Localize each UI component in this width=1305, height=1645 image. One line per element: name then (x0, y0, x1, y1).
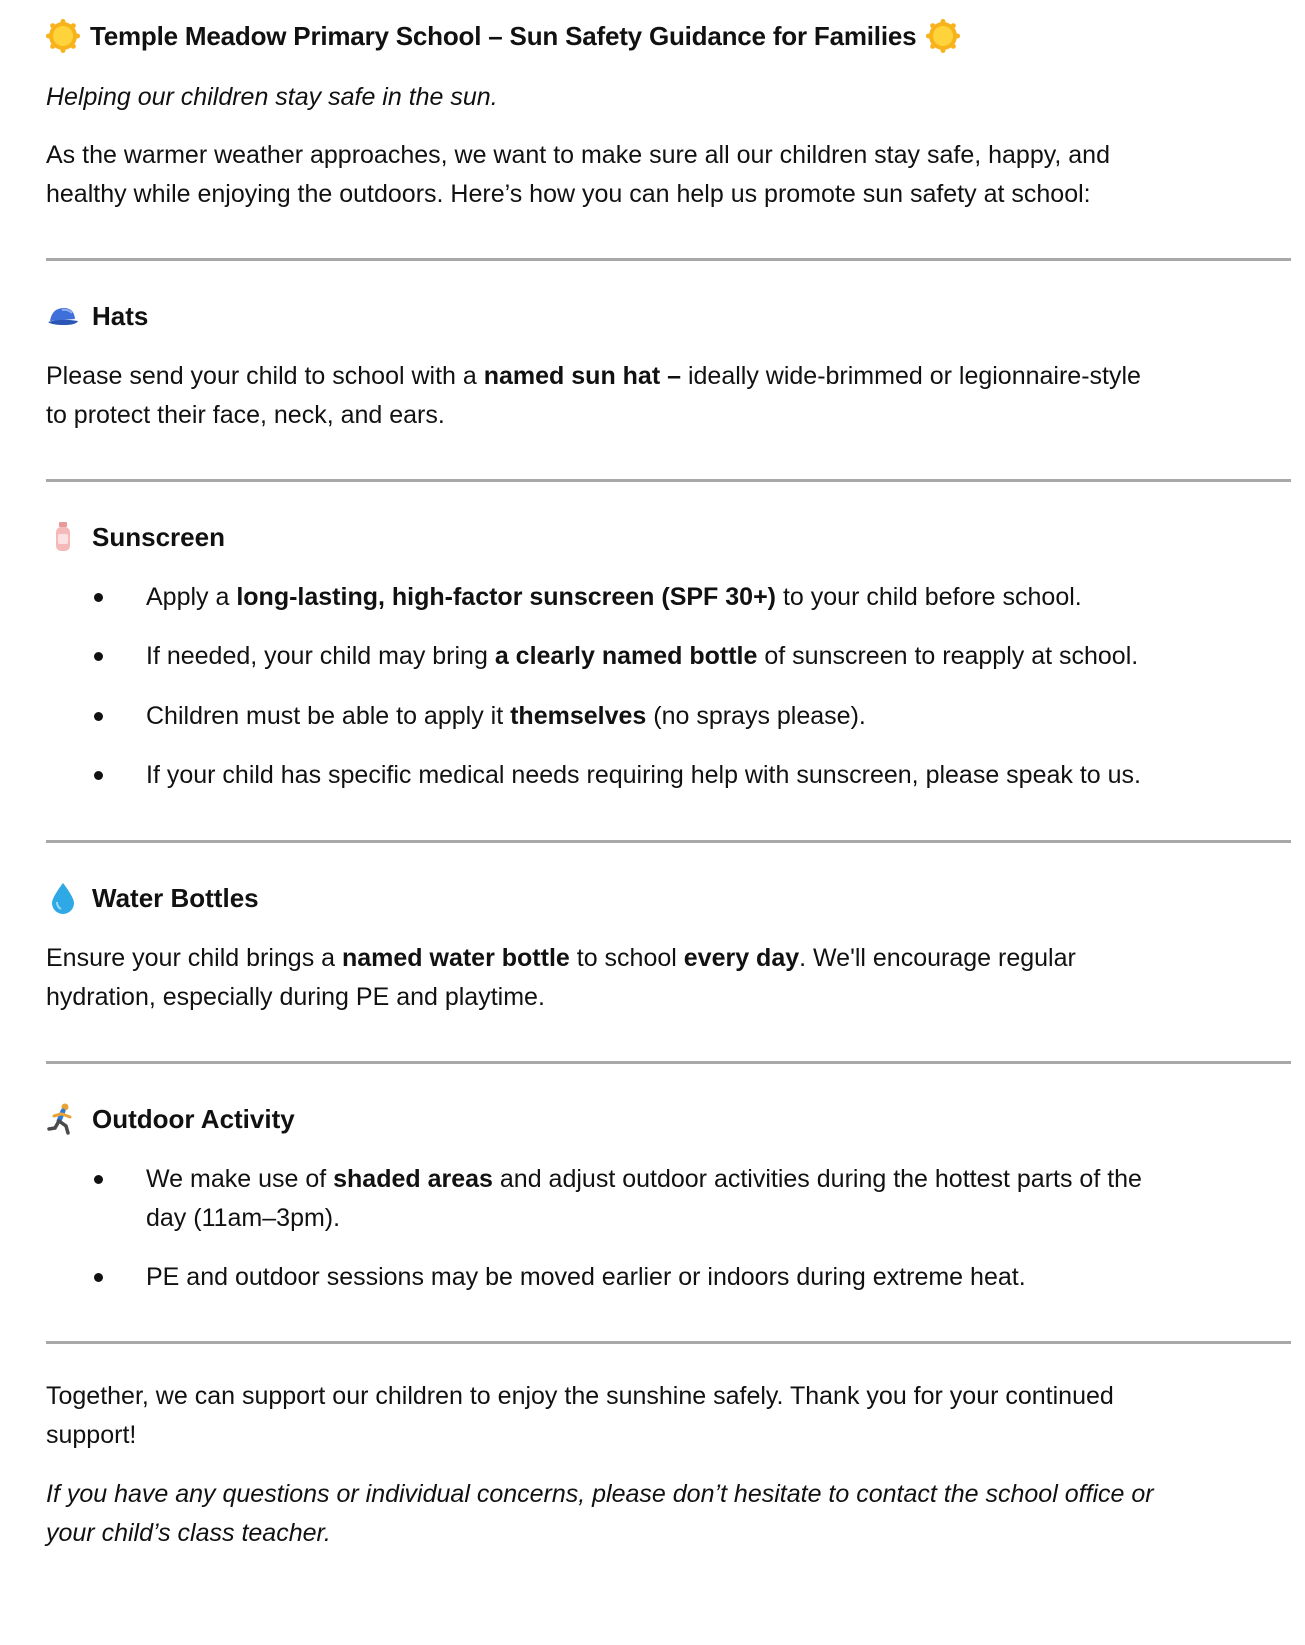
page-title: Temple Meadow Primary School – Sun Safety Guidance for Families (90, 20, 917, 51)
contact-line-1: If you have any questions or individual concerns, please don’t hesitate to contact the school office or (46, 1480, 1154, 1508)
lotion-bottle-icon (46, 520, 80, 554)
outdoor-heading: Outdoor Activity (92, 1103, 295, 1134)
tagline: Helping our children stay safe in the sun. (46, 83, 498, 111)
section-divider (46, 258, 1291, 261)
sun-icon (926, 19, 960, 53)
water-line-2: hydration, especially during PE and playtime. (46, 983, 545, 1011)
bullet-point (94, 1273, 103, 1282)
sunscreen-heading: Sunscreen (92, 521, 225, 552)
bullet-point (94, 771, 103, 780)
section-divider (46, 1061, 1291, 1064)
bullet-point (94, 593, 103, 602)
outdoor-heading-row (46, 1099, 295, 1139)
water-drop-icon (46, 881, 80, 915)
section-divider (46, 840, 1291, 843)
closing-line-1: Together, we can support our children to enjoy the sunshine safely. Thank you for your continued (46, 1382, 1114, 1410)
water-heading-row (46, 878, 259, 918)
bullet-point (94, 652, 103, 661)
hats-line-1: Please send your child to school with a named sun hat – ideally wide-brimmed or legionnaire-style (46, 362, 1141, 390)
intro-line-1: As the warmer weather approaches, we want to make sure all our children stay safe, happy, and (46, 141, 1110, 169)
closing-line-2: support! (46, 1421, 137, 1449)
water-line-1: Ensure your child brings a named water bottle to school every day. We'll encourage regular (46, 944, 1076, 972)
running-person-icon (46, 1102, 80, 1136)
section-divider (46, 479, 1291, 482)
hats-line-2: to protect their face, neck, and ears. (46, 401, 445, 429)
intro-line-2: healthy while enjoying the outdoors. Here’s how you can help us promote sun safety at school: (46, 180, 1091, 208)
water-heading: Water Bottles (92, 882, 259, 913)
sun-icon (46, 19, 80, 53)
section-divider (46, 1341, 1291, 1344)
bullet-point (94, 1175, 103, 1184)
hats-heading-row (46, 296, 148, 336)
sunscreen-heading-row (46, 517, 225, 557)
title-row (46, 16, 960, 56)
cap-icon (46, 299, 80, 333)
bullet-point (94, 712, 103, 721)
contact-line-2: your child’s class teacher. (46, 1519, 331, 1547)
hats-heading: Hats (92, 300, 149, 331)
